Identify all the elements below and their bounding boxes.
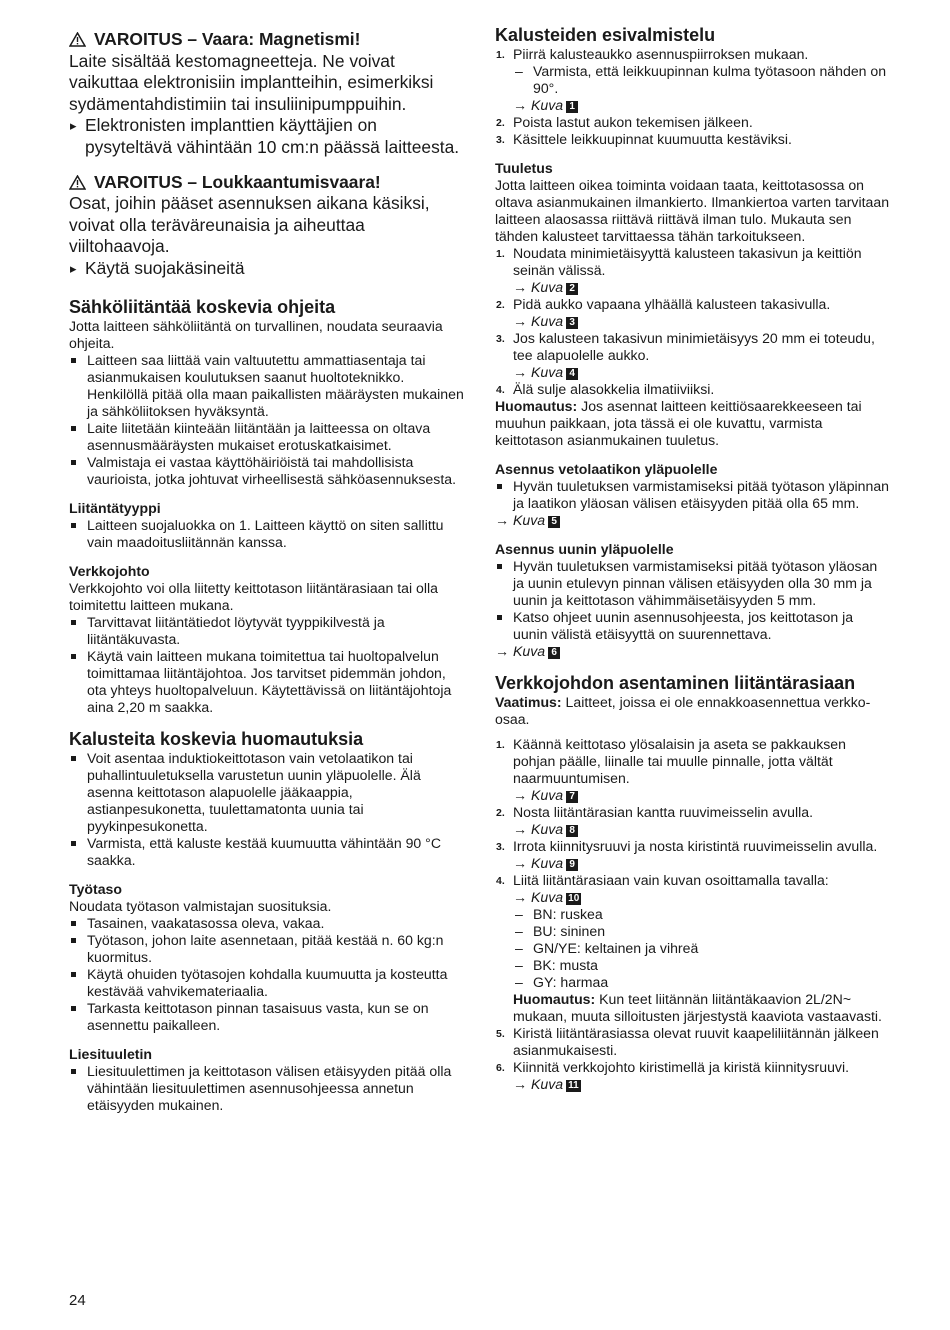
figure-ref: → Kuva 11 [513, 1076, 579, 1092]
note: Huomautus: Jos asennat laitteen keittiösaarekkeeseen tai muuhun paikkaan, jota tässä ei ole kuvattu, varmista keittotason asianmukainen tuuletus. [495, 398, 862, 448]
warning-action: ▸ Käytä suojakäsineitä [69, 258, 464, 280]
figure-ref: → Kuva 3 [513, 313, 890, 330]
warning-icon [69, 175, 86, 190]
list-item: Liesituulettimen ja keittotason välisen etäisyyden pitää olla vähintään liesituulettimen asennusohjeessa annetun etäisyyden mukainen. [69, 1063, 464, 1114]
list-item: Voit asentaa induktiokeittotason vain vetolaatikon tai puhallintuuletuksella varustetun uunin yläpuolelle. Älä asenna keittotason alapuolelle jääkaappia, astianpesukonetta, tuulettamatonta uunia tai pyykinpesukonetta. [69, 750, 464, 835]
list-item: Käytä ohuiden työtasojen kohdalla kuumuutta ja kosteutta kestävää vahvikemateriaalia. [69, 966, 464, 1000]
warning-text: Laite sisältää kestomagneetteja. Ne voivat vaikuttaa elektronisiin implantteihin, esimerkiksi sydämentahdistimiin tai insuliinipumppuihin. [69, 50, 434, 114]
figure-ref: → Kuva 10 [513, 889, 580, 905]
step-item: 1. Käännä keittotaso ylösalaisin ja aseta se pakkauksen pohjan päälle, liinalle tai muulle pinnalle, jotta vältät naarmuuntumisen. → Kuva 7 [495, 736, 890, 804]
right-column [495, 24, 890, 1093]
figure-number: 11 [568, 1080, 579, 1091]
figure-number: 3 [566, 317, 578, 329]
section-intro: Jotta laitteen oikea toiminta voidaan taata, keittotasossa on oltava asianmukainen ilmankierto. Ilmankiertoa varten tarvitaan laitteen alaosassa riittävä riittävä ilman tulo. Mukauta sen tähden kalusteet tarvittaessa tähän tarkoitukseen. [495, 177, 890, 244]
list-item: Työtason, johon laite asennetaan, pitää kestää n. 60 kg:n kuormitus. [69, 932, 464, 966]
section-electric [69, 296, 464, 488]
step-item: 6. Kiinnitä verkkojohto kiristimellä ja kiristä kiinnitysruuvi. → Kuva 11 [495, 1059, 890, 1093]
section-heading: Työtaso [69, 880, 122, 897]
section-heading: Kalusteita koskevia huomautuksia [69, 728, 364, 749]
step-item: 3. Irrota kiinnitysruuvi ja nosta kiristintä ruuvimeisselin avulla. → Kuva 9 [495, 838, 890, 872]
section-intro: Jotta laitteen sähköliitäntä on turvallinen, noudata seuraavia ohjeita. [69, 317, 443, 351]
warning-icon [69, 32, 86, 47]
section-oven [495, 541, 890, 660]
section-intro: Noudata työtason valmistajan suosituksia. [69, 897, 332, 914]
list-item: Laitteen suojaluokka on 1. Laitteen käyttö on siten sallittu vain maadoitusliitännän kanssa. [69, 517, 464, 551]
list-item: Laite liitetään kiinteään liitäntään ja laitteessa on oltava asennusmääräysten mukaiset erotuskatkaisimet. [69, 420, 464, 454]
section-drawer [495, 461, 890, 529]
step-item: 3. Käsittele leikkuupinnat kuumuutta kestäviksi. [496, 131, 792, 147]
step-item: 5. Kiristä liitäntärasiassa olevat ruuvit kaapeliliitännän jälkeen asianmukaisesti. [496, 1025, 879, 1058]
section-cord-install [495, 672, 890, 1093]
list-item: Tasainen, vaakatasossa oleva, vakaa. [69, 915, 464, 932]
list-item: Käytä vain laitteen mukana toimitettua tai huoltopalvelun toimittamaa liitäntäjohtoa. Jos tarvitset pidemmän johdon, ota yhteys huoltopalveluun. Käytettävissä on liitäntäjohtoja aina 2,20 m saakka. [69, 648, 464, 716]
sub-step: – Varmista, että leikkuupinnan kulma työtasoon nähden on 90°. [513, 63, 890, 97]
wire-item: – GN/YE: keltainen ja vihreä [513, 940, 890, 957]
section-heading: Verkkojohto [69, 562, 150, 579]
step-item: 1. Piirrä kalusteaukko asennuspiirroksen mukaan. – Varmista, että leikkuupinnan kulma työtasoon nähden on 90°. → Kuva 1 [495, 46, 890, 114]
figure-ref: → Kuva 2 [513, 279, 890, 296]
list-item: Varmista, että kaluste kestää kuumuutta vähintään 90 °C saakka. [69, 835, 464, 869]
figure-ref: → Kuva 7 [513, 787, 890, 804]
section-heading: Tuuletus [495, 160, 553, 176]
requirement: Vaatimus: Laitteet, joissa ei ole ennakkoasennettua verkko-osaa. [495, 694, 871, 727]
list-item: Laitteen saa liittää vain valtuutettu ammattiasentaja tai asianmukaisen koulutuksen saanut huoltoteknikko. Henkilöllä pitää olla maan paikallisten määräysten mukainen ja sähköliitoksen hyväksyntä. [69, 352, 464, 420]
figure-number: 10 [568, 893, 580, 904]
figure-ref: → Kuva 1 [513, 97, 890, 114]
figure-number: 5 [548, 516, 560, 528]
figure-number: 8 [566, 825, 578, 837]
list-item: Katso ohjeet uunin asennusohjeesta, jos keittotason ja uunin välistä etäisyyttä on suurennettava. [495, 609, 890, 643]
step-item: 4. Älä sulje alasokkelia ilmatiiviiksi. [496, 381, 715, 397]
step-item: 1. Noudata minimietäisyyttä kalusteen takasivun ja keittiön seinän välissä. → Kuva 2 [495, 245, 890, 296]
section-heading: Kalusteiden esivalmistelu [495, 25, 716, 45]
section-ventilation [495, 160, 890, 449]
figure-ref: → Kuva 4 [513, 364, 890, 381]
list-item: Hyvän tuuletuksen varmistamiseksi pitää työtason yläosan ja uunin etulevyn pinnan välisen etäisyyden olla 30 mm ja uunin ja keittotason vähimmäisetäisyyden 5 mm. [495, 558, 890, 609]
section-furniture [69, 728, 464, 869]
section-heading: Sähköliitäntää koskevia ohjeita [69, 296, 336, 317]
section-heading: Liitäntätyyppi [69, 499, 161, 516]
section-power-cord [69, 563, 464, 716]
section-prep [495, 24, 890, 148]
figure-ref: → Kuva 5 [495, 512, 890, 529]
warning-magnetism [69, 29, 464, 159]
wire-item: – BN: ruskea [513, 906, 890, 923]
section-heading: Asennus vetolaatikon yläpuolelle [495, 461, 718, 477]
step-item: 3. Jos kalusteen takasivun minimietäisyys 20 mm ei toteudu, tee alapuolelle aukko. → Kuva 4 [495, 330, 890, 381]
figure-number: 4 [566, 368, 578, 380]
list-item: Tarvittavat liitäntätiedot löytyvät tyyppikilvestä ja liitäntäkuvasta. [69, 614, 464, 648]
wire-item: – BU: sininen [513, 923, 890, 940]
section-intro: Verkkojohto voi olla liitetty keittotason liitäntärasiaan tai olla toimitettu laitteen mukana. [69, 579, 438, 613]
warning-text: Osat, joihin pääset asennuksen aikana käsiksi, voivat olla teräväreunaisia ja aiheuttaa viiltohaavoja. [69, 193, 430, 257]
step-item: 2. Nosta liitäntärasian kantta ruuvimeisselin avulla. → Kuva 8 [495, 804, 890, 838]
warning-injury [69, 172, 464, 280]
list-item: Hyvän tuuletuksen varmistamiseksi pitää työtason yläpinnan ja laatikon yläosan välisen etäisyyden pitää olla 65 mm. [495, 478, 890, 512]
figure-ref: → Kuva 9 [513, 855, 890, 872]
figure-number: 7 [566, 791, 578, 803]
warning-action: ▸ Elektronisten implanttien käyttäjien on pysyteltävä vähintään 10 cm:n päässä laitteesta. [69, 115, 464, 158]
section-heading: Verkkojohdon asentaminen liitäntärasiaan [495, 673, 856, 693]
step-item: 2. Pidä aukko vapaana ylhäällä kalusteen takasivulla. → Kuva 3 [495, 296, 890, 330]
page-number: 24 [69, 1292, 86, 1309]
list-item: Tarkasta keittotason pinnan tasaisuus vasta, kun se on asennettu paikalleen. [69, 1000, 464, 1034]
warning-title: VAROITUS – Loukkaantumisvaara! [94, 171, 381, 192]
section-heading: Asennus uunin yläpuolelle [495, 541, 674, 557]
section-hood [69, 1046, 464, 1114]
step-item: 4. Liitä liitäntärasiaan vain kuvan osoittamalla tavalla: → Kuva 10 – BN: ruskea – BU: sininen – GN/YE: keltainen ja vihreä – BK: musta – GY: harmaa Huomautus: Kun teet liitännän liitäntäkaavion 2L/2N~ mukaan, muuta silloitusten järjestystä kaaviota vastaavasti. [495, 872, 890, 1025]
list-item: Valmistaja ei vastaa käyttöhäiriöistä tai mahdollisista vaurioista, jotka johtuvat virheellisestä sähköasennuksesta. [69, 454, 464, 488]
section-worktop [69, 881, 464, 1034]
note: Huomautus: Kun teet liitännän liitäntäkaavion 2L/2N~ mukaan, muuta silloitusten järjestystä kaaviota vastaavasti. [513, 991, 882, 1024]
section-connection-type [69, 500, 464, 551]
wire-item: – BK: musta [513, 957, 890, 974]
figure-number: 1 [566, 101, 578, 113]
wire-item: – GY: harmaa [513, 974, 890, 991]
section-heading: Liesituuletin [69, 1045, 153, 1062]
figure-ref: → Kuva 6 [495, 643, 890, 660]
figure-ref: → Kuva 8 [513, 821, 890, 838]
left-column [69, 24, 464, 1114]
step-item: 2. Poista lastut aukon tekemisen jälkeen. [496, 114, 753, 130]
warning-title: VAROITUS – Vaara: Magnetismi! [94, 29, 361, 49]
figure-number: 6 [548, 647, 560, 659]
figure-number: 9 [566, 859, 578, 871]
figure-number: 2 [566, 283, 578, 295]
